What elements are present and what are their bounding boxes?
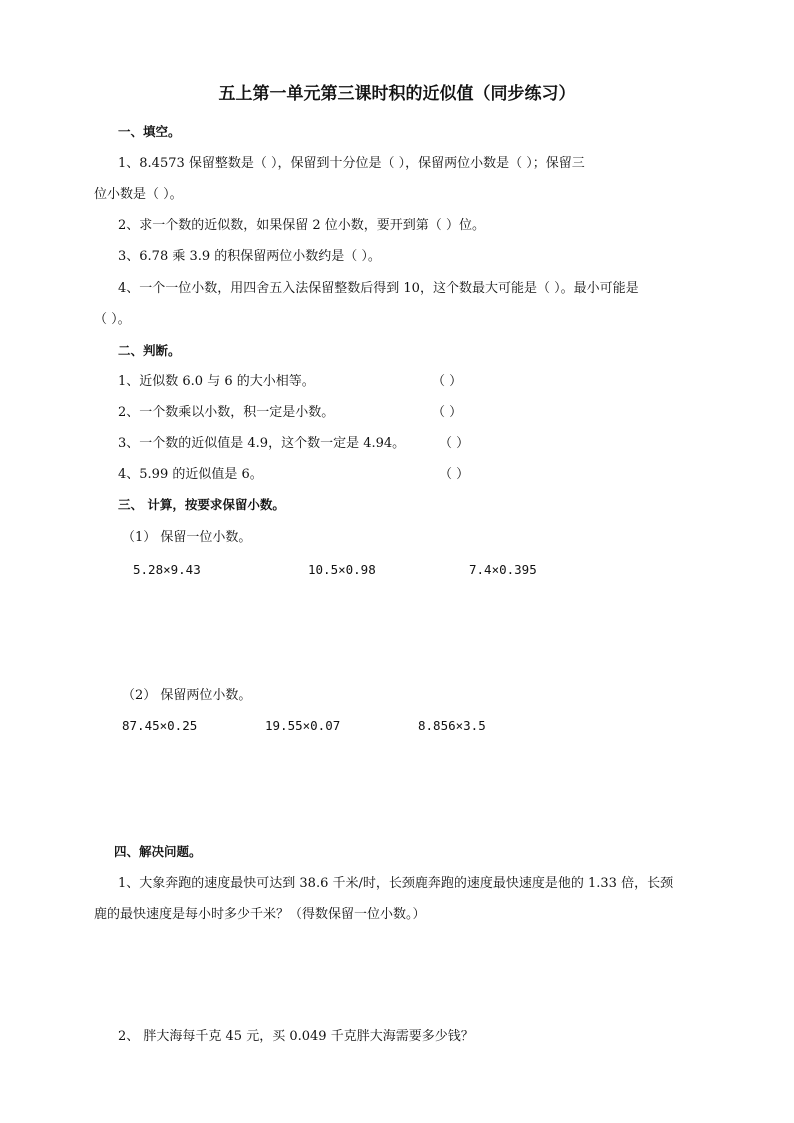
fill-question-2: 2、求一个数的近似数，如果保留 2 位小数，要开到第（ ）位。 [118,218,485,233]
judge-item-2-blank: （ ） [432,405,463,420]
calc-part2-label: （2） 保留两位小数。 [122,688,252,703]
fill-question-1-line2: 位小数是（ ）。 [94,187,183,202]
problem-1-line2: 鹿的最快速度是每小时多少千米？（得数保留一位小数。） [94,907,426,922]
judge-item-1: 1、近似数 6.0 与 6 的大小相等。 [118,374,315,389]
calc-part1-item-2: 10.5×0.98 [308,562,376,577]
calc-part2-item-2: 19.55×0.07 [265,718,341,733]
judge-item-4-blank: （ ） [439,467,470,482]
section2-heading: 二、判断。 [118,343,181,358]
calc-part2-item-1: 87.45×0.25 [122,718,198,733]
fill-question-4-line2: （ ）。 [94,312,131,327]
calc-part1-item-1: 5.28×9.43 [133,562,201,577]
calc-part1-item-3: 7.4×0.395 [469,562,537,577]
judge-item-1-blank: （ ） [432,374,463,389]
section4-heading: 四、解决问题。 [114,844,202,859]
judge-item-3: 3、一个数的近似值是 4.9，这个数一定是 4.94。 [118,436,406,451]
calc-part1-label: （1） 保留一位小数。 [122,530,252,545]
judge-item-4: 4、5.99 的近似值是 6。 [118,467,263,482]
fill-question-4-line1: 4、一个一位小数，用四舍五入法保留整数后得到 10，这个数最大可能是（ ）。最小可能是 [118,281,639,296]
judge-item-3-blank: （ ） [439,436,470,451]
section3-heading: 三、 计算，按要求保留小数。 [118,497,285,512]
calc-part2-item-3: 8.856×3.5 [418,718,486,733]
judge-item-2: 2、一个数乘以小数，积一定是小数。 [118,405,335,420]
fill-question-3: 3、6.78 乘 3.9 的积保留两位小数约是（ ）。 [118,249,381,264]
problem-1-line1: 1、大象奔跑的速度最快可达到 38.6 千米/时，长颈鹿奔跑的速度最快速度是他的 1.33 倍，长颈 [118,876,674,891]
page-title: 五上第一单元第三课时积的近似值（同步练习） [218,84,576,104]
fill-question-1-line1: 1、8.4573 保留整数是（ ），保留到十分位是（ ），保留两位小数是（ ）；保留三 [118,156,585,171]
section1-heading: 一、填空。 [118,124,181,139]
problem-2: 2、 胖大海每千克 45 元，买 0.049 千克胖大海需要多少钱？ [118,1029,474,1044]
